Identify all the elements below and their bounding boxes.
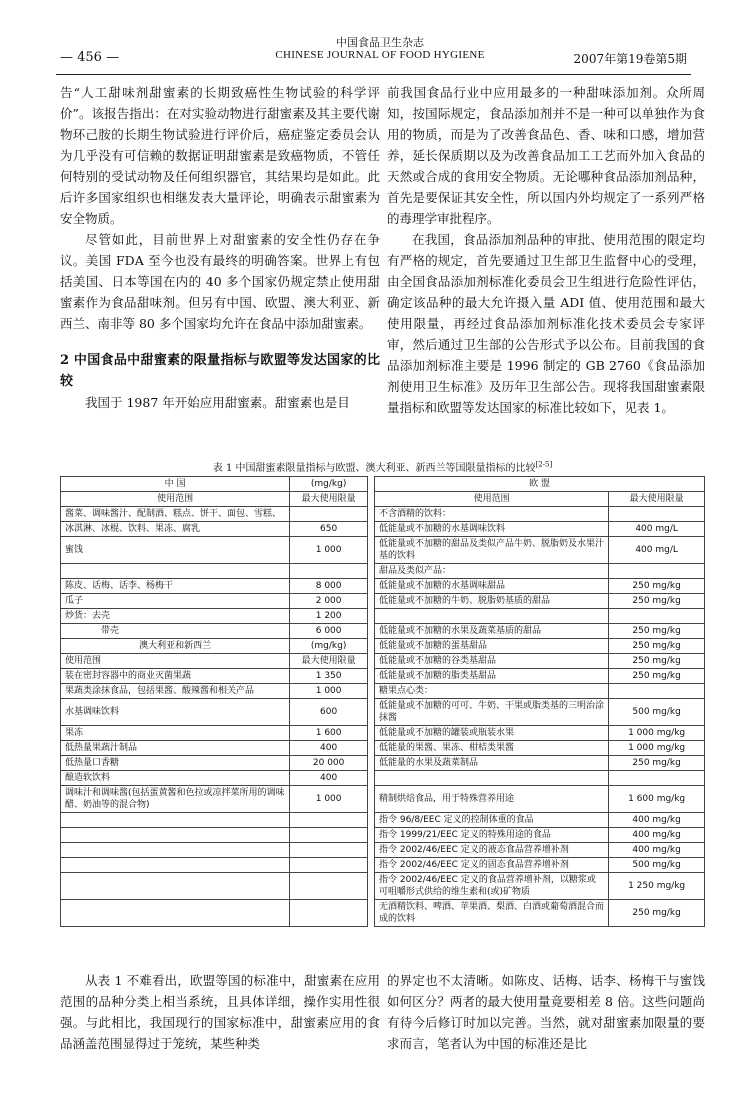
- table-cell: [61, 813, 290, 828]
- table-cell: 1 000 mg/kg: [609, 741, 705, 756]
- table-cell: 糖果点心类：: [375, 684, 609, 699]
- table-cell: 250 mg/kg: [609, 639, 705, 654]
- table-row: [61, 900, 705, 927]
- table-cell: 250 mg/kg: [609, 594, 705, 609]
- table-cell: 使用范围: [61, 654, 290, 669]
- table-cell: 1 350: [290, 669, 368, 684]
- header-rule: [56, 74, 691, 75]
- table-row: [61, 537, 705, 564]
- paragraph: 告“人工甜味剂甜蜜素的长期致癌性生物试验的科学评价”。该报告指出：在对实验动物进行甜蜜素及其主要代谢物环己胺的长期生物试验进行评价后，癌症鉴定委员会认为几乎没有可信赖的数据证明甜蜜素是致癌物质，不管任何特别的受试动物及任何组织器官，其结果均是如此。此后许多国家组织也相继发表大量评论，明确表示甜蜜素为安全物质。: [60, 85, 380, 226]
- table-cell: 500 mg/kg: [609, 858, 705, 873]
- table-cell: [609, 609, 705, 624]
- table-cell: 低能量或不加糖的甜品及类似产品牛奶、脱脂奶及水果汁基的饮料: [375, 537, 609, 564]
- table-cell: 果蔬类涂抹食品，包括果酱、酸辣酱和相关产品: [61, 684, 290, 699]
- table-cell: [375, 771, 609, 786]
- table-cell: [290, 858, 368, 873]
- table-cell: 指令 2002/46/EEC 定义的液态食品营养增补剂: [375, 843, 609, 858]
- table-cell: 250 mg/kg: [609, 669, 705, 684]
- table-cell: 果冻: [61, 726, 290, 741]
- table-cell: 无酒精饮料、啤酒、苹果酒、梨酒、白酒或葡萄酒混合而成的饮料: [375, 900, 609, 927]
- table-row: [61, 639, 705, 654]
- bottom-left-column: [60, 970, 380, 1054]
- table-cell: 600: [290, 699, 368, 726]
- table-cell: 400 mg/L: [609, 522, 705, 537]
- table-cell: 1 000: [290, 684, 368, 699]
- table-cell: 低能量或不加糖的罐装或瓶装水果: [375, 726, 609, 741]
- table-cell: [61, 564, 290, 579]
- table-cell: 甜品及类似产品：: [375, 564, 609, 579]
- table-cell: [61, 858, 290, 873]
- table-cell: 蜜饯: [61, 537, 290, 564]
- table-cell: 低能量或不加糖的水基调味甜品: [375, 579, 609, 594]
- table-cell: 低能量的果酱、果冻、柑桔类果酱: [375, 741, 609, 756]
- table-cell: 低能量或不加糖的水果及蔬菜基质的甜品: [375, 624, 609, 639]
- section-heading: 2 中国食品中甜蜜素的限量指标与欧盟等发达国家的比较: [60, 353, 380, 389]
- table-row: [61, 579, 705, 594]
- table-cell: 酿造软饮料: [61, 771, 290, 786]
- paragraph: 前我国食品行业中应用最多的一种甜味添加剂。众所周知，按国际规定，食品添加剂并不是一种可以单独作为食用的物质，而是为了改善食品色、香、味和口感，增加营养，延长保质期以及为改善食品加工工艺而外加入食品的天然或合成的食用安全物质。无论哪种食品添加剂品种，首先是要保证其安全性，所以国内外均规定了一系列严格的毒理学审批程序。: [387, 85, 705, 226]
- table-cell: 冰淇淋、冰棍、饮料、果冻、腐乳: [61, 522, 290, 537]
- table-cell: 1 250 mg/kg: [609, 873, 705, 900]
- anz-unit: (mg/kg): [290, 639, 368, 654]
- paragraph: 尽管如此，目前世界上对甜蜜素的安全性仍存在争议。美国 FDA 至今也没有最终的明确答案。世界上有包括美国、日本等国在内的 40 多个国家仍规定禁止使用甜蜜素作为食品甜味剂。但另有中国、欧盟、澳大利亚、新西兰、南非等 80 多个国家均允许在食品中添加甜蜜素。: [60, 232, 380, 331]
- table-cell: 不含酒精的饮料：: [375, 507, 609, 522]
- table-cell: 1 200: [290, 609, 368, 624]
- journal-name: [240, 36, 520, 62]
- table-header-row: [61, 492, 705, 507]
- table-cell: 精制烘焙食品，用于特殊营养用途: [375, 786, 609, 813]
- table-row: [61, 654, 705, 669]
- table-cell: 指令 96/8/EEC 定义的控制体重的食品: [375, 813, 609, 828]
- table-cell: 250 mg/kg: [609, 624, 705, 639]
- table-cell: 650: [290, 522, 368, 537]
- table-row: [61, 594, 705, 609]
- caption-text: 表 1 中国甜蜜素限量指标与欧盟、澳大利亚、新西兰等国限量指标的比较: [212, 463, 536, 474]
- table-cell: 6 000: [290, 624, 368, 639]
- eu-header: 欧 盟: [375, 477, 705, 492]
- table-cell: 400: [290, 741, 368, 756]
- china-unit: (mg/kg): [290, 477, 368, 492]
- paragraph: 的界定也不太清晰。如陈皮、话梅、话李、杨梅干与蜜饯如何区分？两者的最大使用量竟要相差 8 倍。这些问题尚有待今后修订时加以完善。当然，就对甜蜜素加限量的要求而言，笔者认为中国的标准还是比: [387, 973, 705, 1051]
- journal-name-en: CHINESE JOURNAL OF FOOD HYGIENE: [275, 49, 485, 61]
- table-cell: 炒货：去壳: [61, 609, 290, 624]
- table-row: [61, 522, 705, 537]
- col-scope: 使用范围: [61, 492, 290, 507]
- table-row: [61, 609, 705, 624]
- table-cell: 低能量或不加糖的水基调味饮料: [375, 522, 609, 537]
- table-cell: 带壳: [61, 624, 290, 639]
- table-cell: 1 000 mg/kg: [609, 726, 705, 741]
- table-row: [61, 813, 705, 828]
- col-max: 最大使用限量: [290, 492, 368, 507]
- table-cell: [609, 564, 705, 579]
- left-column: [60, 82, 380, 413]
- table-cell: 瓜子: [61, 594, 290, 609]
- table-row: [61, 624, 705, 639]
- table-cell: 400 mg/L: [609, 537, 705, 564]
- table-cell: [61, 900, 290, 927]
- table-cell: [290, 564, 368, 579]
- table-cell: 低能量或不加糖的蛋基甜品: [375, 639, 609, 654]
- table-cell: 低热量口香糖: [61, 756, 290, 771]
- table-cell: [61, 843, 290, 858]
- page-header: [0, 0, 747, 72]
- table-cell: [61, 873, 290, 900]
- table-row: [61, 726, 705, 741]
- table-cell: 1 000: [290, 786, 368, 813]
- table-cell: 水基调味饮料: [61, 699, 290, 726]
- comparison-table: [60, 476, 705, 927]
- col-max: 最大使用限量: [609, 492, 705, 507]
- table-row: [61, 843, 705, 858]
- page-number: — 456 —: [60, 50, 120, 65]
- table-cell: 陈皮、话梅、话李、杨梅干: [61, 579, 290, 594]
- table-cell: 指令 1999/21/EEC 定义的特殊用途的食品: [375, 828, 609, 843]
- table-cell: [290, 813, 368, 828]
- bottom-right-column: [387, 970, 705, 1054]
- table-row: [61, 858, 705, 873]
- table-row: [61, 873, 705, 900]
- table-cell: 最大使用限量: [290, 654, 368, 669]
- table-row: [61, 684, 705, 699]
- table-header-row: [61, 477, 705, 492]
- table-cell: 低能量的水果及蔬菜制品: [375, 756, 609, 771]
- table-cell: [290, 873, 368, 900]
- table-cell: 低能量或不加糖的可可、牛奶、干果或脂类基的三明治涂抹酱: [375, 699, 609, 726]
- table-row: [61, 771, 705, 786]
- china-header: 中 国: [61, 477, 290, 492]
- paragraph: 我国于 1987 年开始应用甜蜜素。甜蜜素也是目: [85, 395, 350, 410]
- table-cell: 400 mg/kg: [609, 843, 705, 858]
- table-cell: [290, 900, 368, 927]
- paragraph: 从表 1 不难看出，欧盟等国的标准中，甜蜜素在应用范围的品种分类上相当系统，且具体详细，操作实用性很强。与此相比，我国现行的国家标准中，甜蜜素应用的食品涵盖范围显得过于笼统，某些种类: [60, 973, 380, 1051]
- table-cell: 1 000: [290, 537, 368, 564]
- table-cell: [290, 828, 368, 843]
- table-cell: 8 000: [290, 579, 368, 594]
- right-column: [387, 82, 705, 418]
- table-cell: 低能量或不加糖的脂类基甜品: [375, 669, 609, 684]
- table-cell: [61, 828, 290, 843]
- table-row: [61, 828, 705, 843]
- table-cell: 2 000: [290, 594, 368, 609]
- table-cell: 250 mg/kg: [609, 756, 705, 771]
- table-cell: 250 mg/kg: [609, 654, 705, 669]
- table-cell: 1 600 mg/kg: [609, 786, 705, 813]
- table-cell: 低热量果蔬汁制品: [61, 741, 290, 756]
- table-row: [61, 507, 705, 522]
- table-cell: 250 mg/kg: [609, 579, 705, 594]
- table-cell: [609, 507, 705, 522]
- table-row: [61, 669, 705, 684]
- table-cell: 低能量或不加糖的牛奶、脱脂奶基质的甜品: [375, 594, 609, 609]
- caption-ref: [2-5]: [535, 460, 553, 469]
- table-cell: 20 000: [290, 756, 368, 771]
- table-cell: 400 mg/kg: [609, 828, 705, 843]
- table-row: [61, 741, 705, 756]
- table-cell: [290, 843, 368, 858]
- table-row: [61, 699, 705, 726]
- table-cell: 指令 2002/46/EEC 定义的食品营养增补剂，以糖浆或可咀嚼形式供给的维生素和(或)矿物质: [375, 873, 609, 900]
- table-cell: 酱菜、调味酱汁、配制酒、糕点、饼干、面包、雪糕、: [61, 507, 290, 522]
- table-cell: 调味汁和调味酱(包括蛋黄酱和色拉或凉拌菜所用的调味醋、奶油等的混合物): [61, 786, 290, 813]
- anz-header: 澳大利亚和新西兰: [61, 639, 290, 654]
- table-cell: [609, 684, 705, 699]
- table-cell: 低能量或不加糖的谷类基甜品: [375, 654, 609, 669]
- table-cell: [609, 771, 705, 786]
- table-cell: 装在密封容器中的商业灭菌果蔬: [61, 669, 290, 684]
- issue-info: 2007年第19卷第5期: [573, 52, 687, 66]
- table-row: [61, 756, 705, 771]
- table-cell: [290, 507, 368, 522]
- table-row: [61, 564, 705, 579]
- col-scope: 使用范围: [375, 492, 609, 507]
- table-cell: 400 mg/kg: [609, 813, 705, 828]
- journal-name-cn: 中国食品卫生杂志: [336, 36, 424, 49]
- table-cell: 400: [290, 771, 368, 786]
- paragraph: 在我国，食品添加剂品种的审批、使用范围的限定均有严格的规定，首先要通过卫生部卫生监督中心的受理，由全国食品添加剂标准化委员会卫生组进行危险性评估，确定该品种的最大允许摄入量 ADI 值、使用范围和最大使用限量，再经过食品添加剂标准化技术委员会专家评审，然后通过卫生部的公告形式予以公布。目前我国的食品添加剂标准主要是 1996 制定的 GB 2760《食品添加剂使用卫生标准》及历年卫生部公告。现将我国甜蜜素限量指标和欧盟等发达国家的标准比较如下，见表 1。: [387, 232, 705, 415]
- table-cell: 250 mg/kg: [609, 900, 705, 927]
- table-caption: [60, 459, 705, 474]
- table-row: [61, 786, 705, 813]
- table-cell: 1 600: [290, 726, 368, 741]
- table-cell: 500 mg/kg: [609, 699, 705, 726]
- table-cell: [375, 609, 609, 624]
- table-cell: 指令 2002/46/EEC 定义的固态食品营养增补剂: [375, 858, 609, 873]
